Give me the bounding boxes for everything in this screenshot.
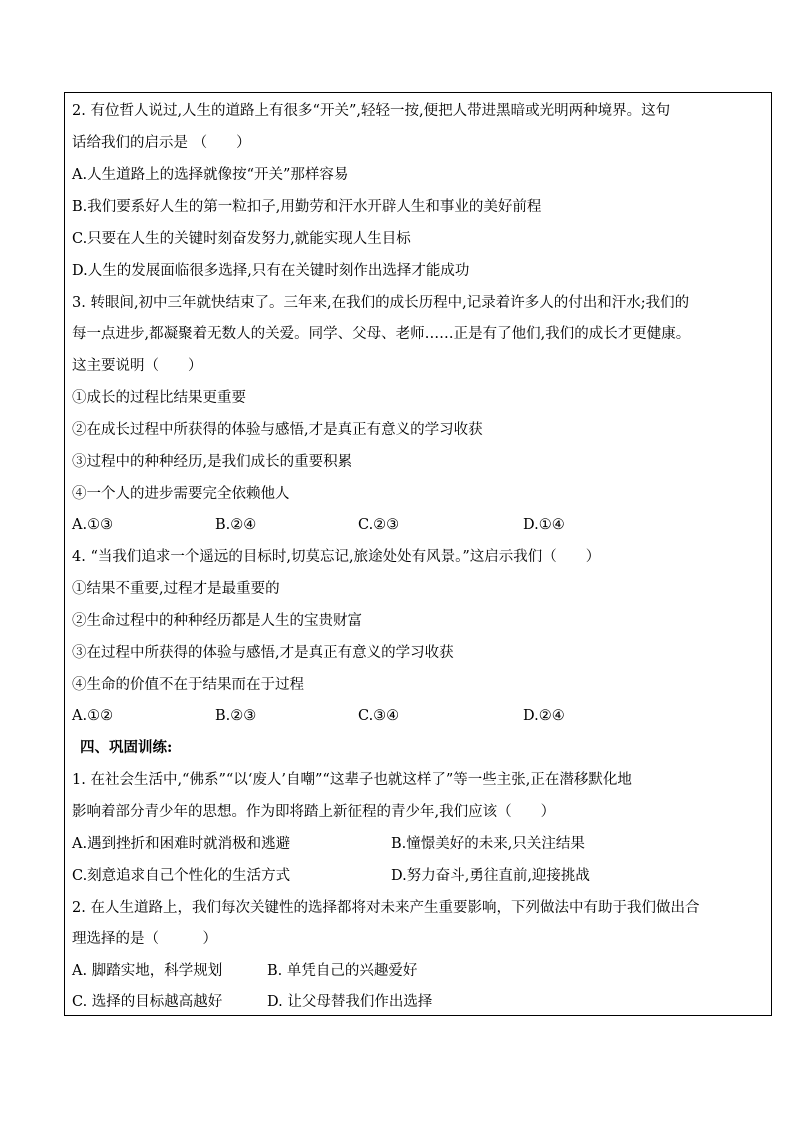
q2-option-c: C.只要在人生的关键时刻奋发努力,就能实现人生目标: [72, 231, 411, 247]
q3-option-a: A.①③: [72, 517, 114, 533]
q2-option-a: A.人生道路上的选择就像按“开关”那样容易: [72, 167, 349, 183]
q3-statement-1: ①成长的过程比结果更重要: [72, 390, 246, 406]
p2-stem-line-2: 理选择的是（ ）: [72, 931, 217, 947]
q3-stem-line-3: 这主要说明（ ）: [72, 358, 203, 374]
q4-option-a: A.①②: [72, 708, 114, 724]
q3-statement-2: ②在成长过程中所获得的体验与感悟,才是真正有意义的学习收获: [72, 422, 483, 438]
q3-option-d: D.①④: [523, 517, 565, 533]
q2-stem-line-1: 2. 有位哲人说过,人生的道路上有很多“开关”,轻轻一按,便把人带进黑暗或光明两种境界。这句: [72, 103, 671, 119]
p1-option-b: B.憧憬美好的未来,只关注结果: [391, 836, 585, 852]
p1-option-c: C.刻意追求自己个性化的生活方式: [72, 868, 291, 884]
q3-stem-line-2: 每一点进步,都凝聚着无数人的关爱。同学、父母、老师……正是有了他们,我们的成长才更健康。: [72, 326, 691, 342]
section-heading: 四、巩固训练:: [80, 739, 173, 756]
p1-stem-line-2: 影响着部分青少年的思想。作为即将踏上新征程的青少年,我们应该（ ）: [72, 804, 556, 820]
p2-option-d: D. 让父母替我们作出选择: [267, 994, 433, 1010]
q4-option-b: B.②③: [215, 708, 257, 724]
q4-statement-2: ②生命过程中的种种经历都是人生的宝贵财富: [72, 613, 362, 629]
p1-option-a: A.遇到挫折和困难时就消极和逃避: [72, 836, 291, 852]
q3-statement-3: ③过程中的种种经历,是我们成长的重要积累: [72, 454, 353, 470]
q4-statement-3: ③在过程中所获得的体验与感悟,才是真正有意义的学习收获: [72, 645, 454, 661]
q3-option-c: C.②③: [358, 517, 400, 533]
q2-stem-line-2: 话给我们的启示是 （ ）: [72, 135, 251, 151]
p2-option-b: B. 单凭自己的兴趣爱好: [267, 963, 418, 979]
q4-statement-1: ①结果不重要,过程才是最重要的: [72, 581, 280, 597]
q3-option-b: B.②④: [215, 517, 257, 533]
q3-stem-line-1: 3. 转眼间,初中三年就快结束了。三年来,在我们的成长历程中,记录着许多人的付出和汗水;我们的: [72, 295, 690, 311]
q4-option-c: C.③④: [358, 708, 400, 724]
q2-option-d: D.人生的发展面临很多选择,只有在关键时刻作出选择才能成功: [72, 263, 470, 279]
p2-option-a: A. 脚踏实地，科学规划: [72, 963, 223, 979]
q4-stem-line-1: 4. “当我们追求一个遥远的目标时,切莫忘记,旅途处处有风景。”这启示我们（ ）: [72, 549, 601, 565]
q4-statement-4: ④生命的价值不在于结果而在于过程: [72, 677, 304, 693]
p1-stem-line-1: 1. 在社会生活中,“佛系”“以‘废人’自嘲”“这辈子也就这样了”等一些主张,正在潜移默化地: [72, 772, 632, 788]
p2-stem-line-1: 2. 在人生道路上，我们每次关键性的选择都将对未来产生重要影响，下列做法中有助于我们做出合: [72, 900, 700, 916]
q4-option-d: D.②④: [523, 708, 565, 724]
p1-option-d: D.努力奋斗,勇往直前,迎接挑战: [391, 868, 590, 884]
p2-option-c: C. 选择的目标越高越好: [72, 994, 223, 1010]
q3-statement-4: ④一个人的进步需要完全依赖他人: [72, 486, 290, 502]
q2-option-b: B.我们要系好人生的第一粒扣子,用勤劳和汗水开辟人生和事业的美好前程: [72, 199, 542, 215]
